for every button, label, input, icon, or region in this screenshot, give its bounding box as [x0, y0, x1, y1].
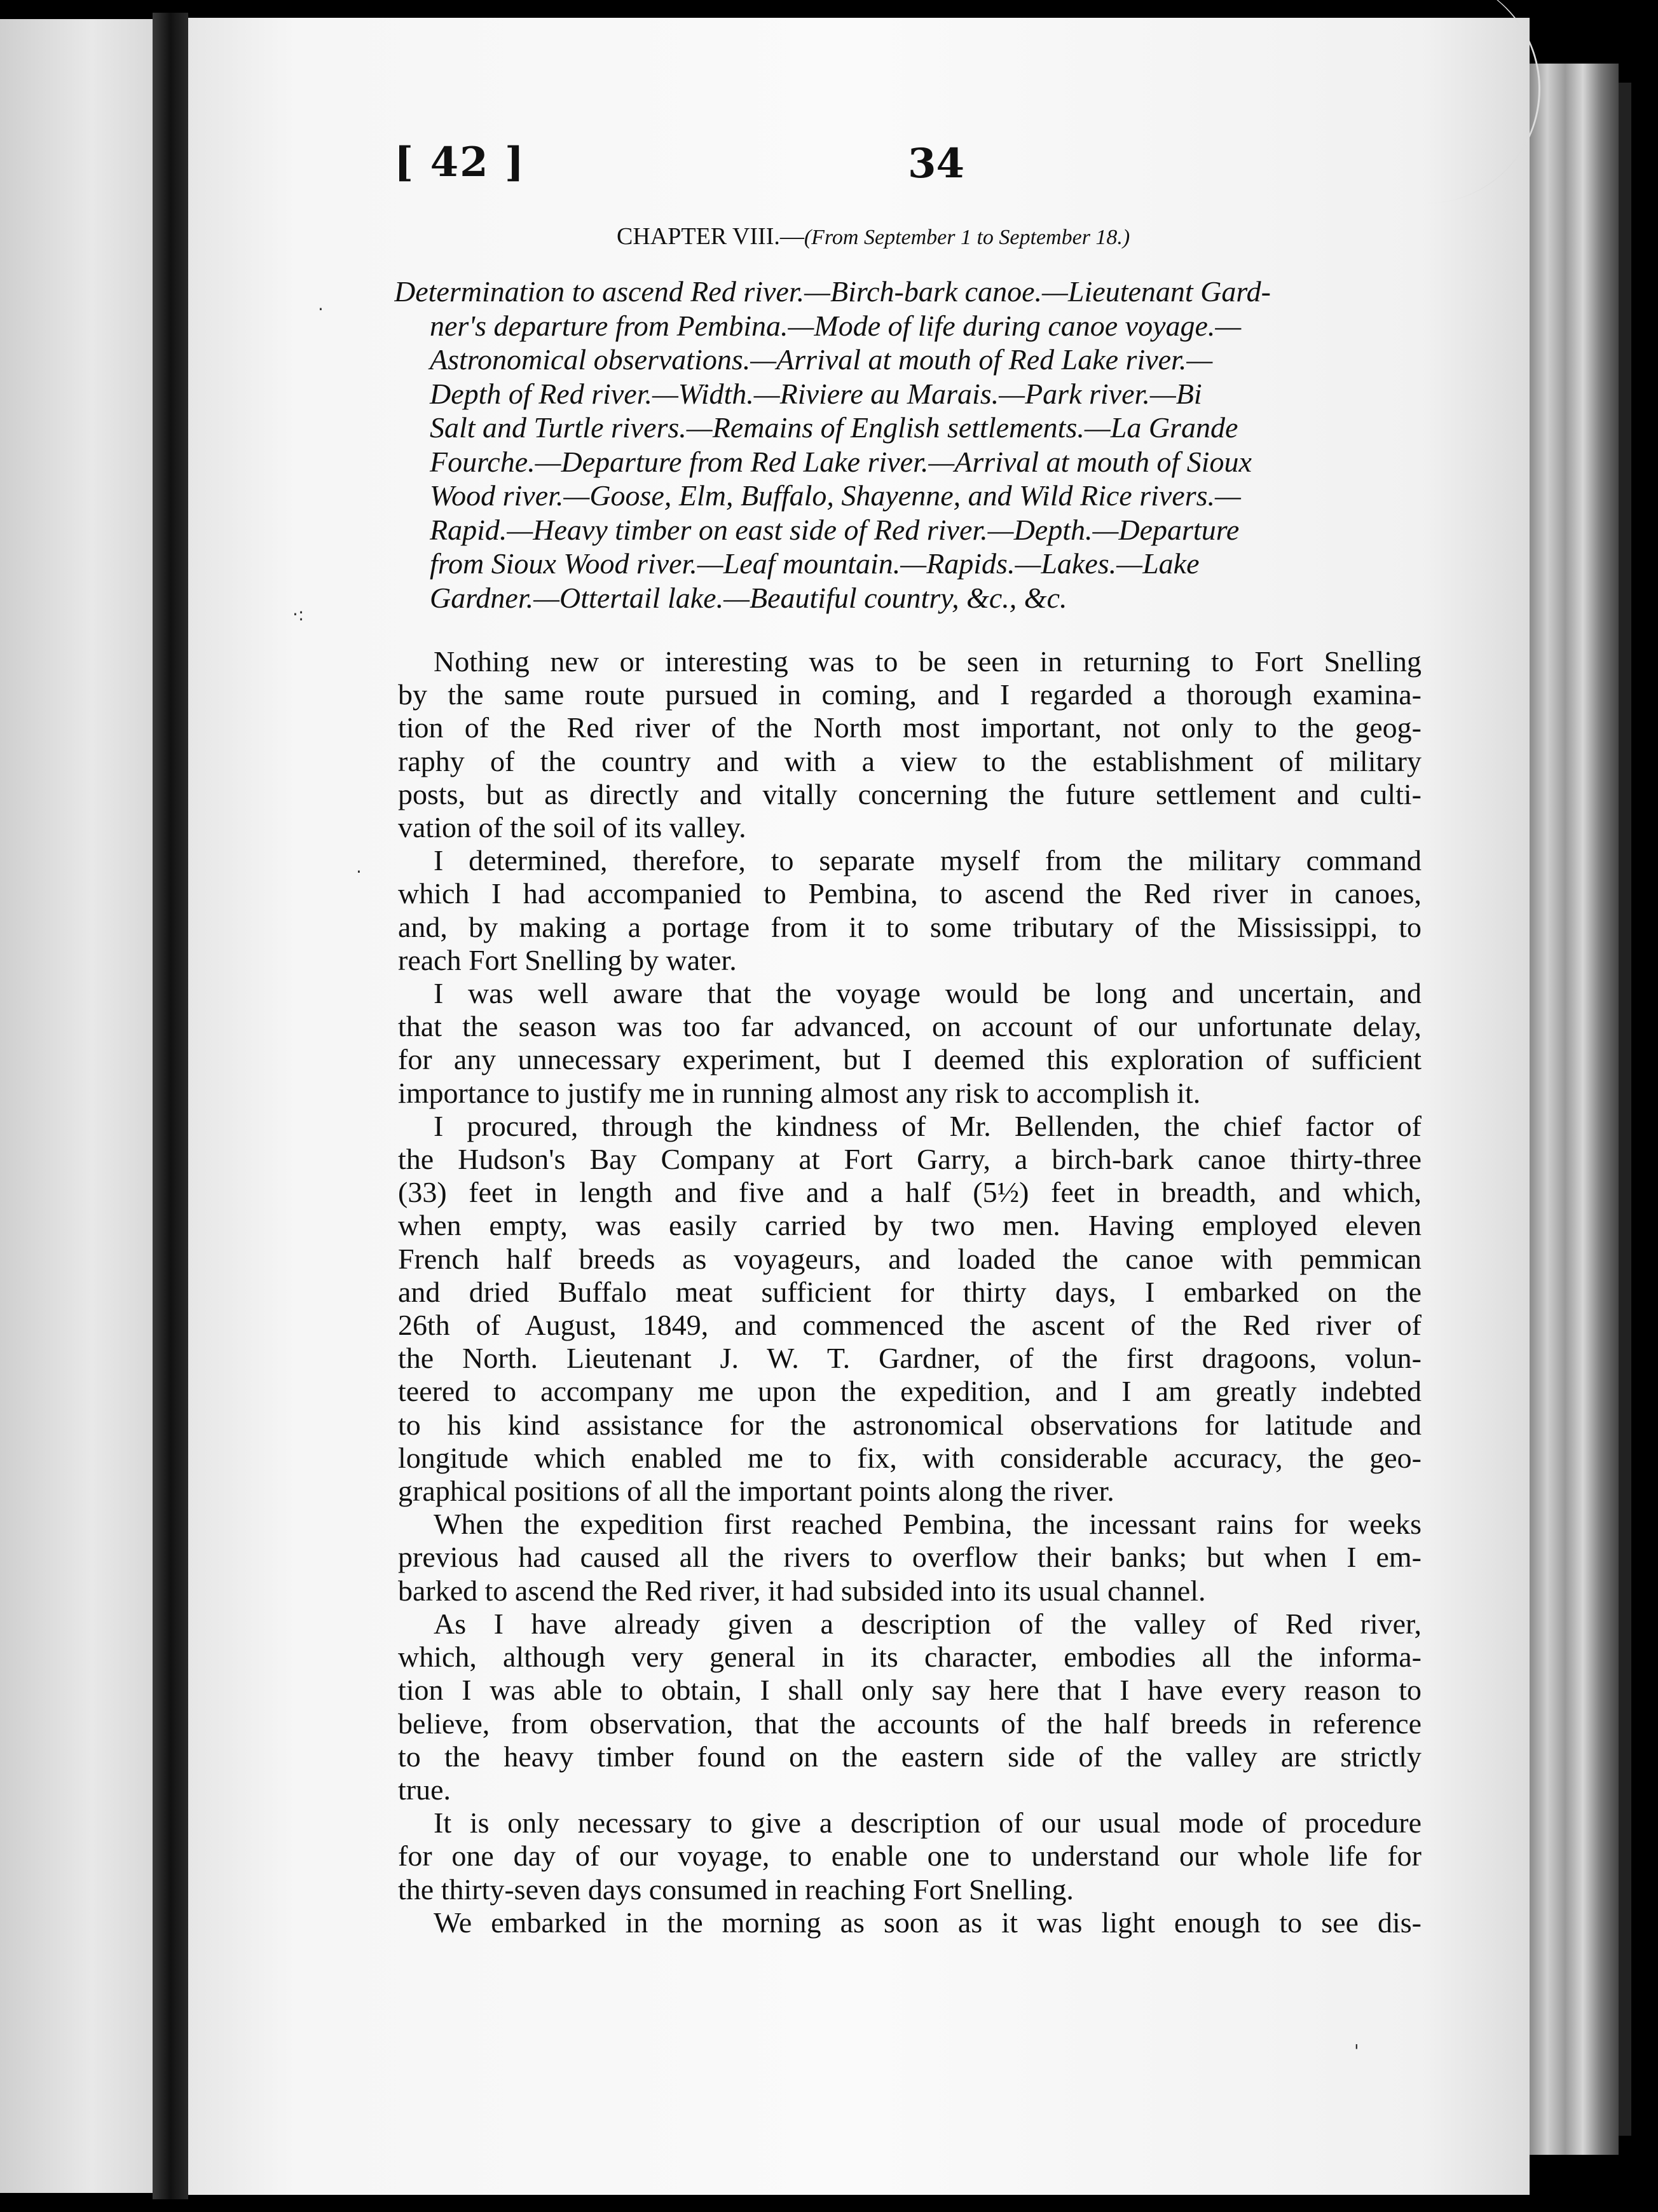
body-line: to the heavy timber found on the eastern side of the valley are strictly [398, 1740, 1422, 1773]
stray-ink-mark: ·: [292, 604, 305, 625]
body-line: tion of the Red river of the North most important, not only to the geog- [398, 711, 1422, 744]
body-line: believe, from observation, that the accounts of the half breeds in reference [398, 1707, 1422, 1740]
body-line: and dried Buffalo meat sufficient for thirty days, I embarked on the [398, 1275, 1422, 1308]
body-line: It is only necessary to give a description of our usual mode of procedure [434, 1806, 1422, 1840]
summary-line: Wood river.—Goose, Elm, Buffalo, Shayenne, and Wild Rice rivers.— [430, 479, 1241, 512]
body-line: which, although very general in its character, embodies all the informa- [398, 1641, 1422, 1674]
body-line: that the season was too far advanced, on account of our unfortunate delay, [398, 1010, 1422, 1043]
chapter-date-range: (From September 1 to September 18.) [804, 226, 1130, 249]
body-line: I was well aware that the voyage would be long and uncertain, and [434, 977, 1422, 1010]
summary-line: Depth of Red river.—Width.—Riviere au Marais.—Park river.—Bi [430, 377, 1202, 410]
body-line: I determined, therefore, to separate myself from the military command [434, 844, 1422, 877]
body-line: posts, but as directly and vitally concerning the future settlement and culti- [398, 777, 1422, 810]
stray-ink-mark: · [356, 861, 362, 882]
chapter-title: CHAPTER VIII.— [617, 223, 804, 250]
body-line: to his kind assistance for the astronomical observations for latitude and [398, 1408, 1422, 1441]
body-line: I procured, through the kindness of Mr. Bellenden, the chief factor of [434, 1109, 1422, 1142]
body-line: reach Fort Snelling by water. [398, 943, 737, 976]
body-line: vation of the soil of its valley. [398, 811, 746, 844]
body-line: barked to ascend the Red river, it had subsided into its usual channel. [398, 1574, 1206, 1607]
stray-ink-mark: · [318, 299, 324, 320]
chapter-heading [617, 222, 1130, 250]
body-line: As I have already given a description of the valley of Red river, [434, 1607, 1422, 1640]
summary-line: Salt and Turtle rivers.—Remains of English settlements.—La Grande [430, 411, 1238, 444]
body-line: the Hudson's Bay Company at Fort Garry, a birch-bark canoe thirty-three [398, 1143, 1422, 1176]
body-line: When the expedition first reached Pembina, the incessant rains for weeks [434, 1508, 1422, 1541]
summary-line: ner's departure from Pembina.—Mode of life during canoe voyage.— [430, 309, 1242, 342]
body-line: the thirty-seven days consumed in reaching Fort Snelling. [398, 1873, 1074, 1906]
body-line: teered to accompany me upon the expedition, and I am greatly indebted [398, 1375, 1422, 1408]
body-line: (33) feet in length and five and a half (5½) feet in breadth, and which, [398, 1176, 1422, 1209]
body-line: when empty, was easily carried by two men. Having employed eleven [398, 1209, 1422, 1242]
body-line: tion I was able to obtain, I shall only say here that I have every reason to [398, 1674, 1422, 1707]
body-line: We embarked in the morning as soon as it was light enough to see dis- [434, 1906, 1422, 1939]
body-line: for one day of our voyage, to enable one to understand our whole life for [398, 1840, 1422, 1873]
body-line: French half breeds as voyageurs, and loaded the canoe with pemmican [398, 1242, 1422, 1275]
stray-ink-mark: ' [1354, 2040, 1359, 2061]
body-line: 26th of August, 1849, and commenced the ascent of the Red river of [398, 1309, 1422, 1342]
body-line: raphy of the country and with a view to the establishment of military [398, 744, 1422, 777]
body-line: true. [398, 1773, 451, 1806]
body-line: graphical positions of all the important points along the river. [398, 1475, 1114, 1508]
page-stack-edge [1530, 64, 1619, 2155]
summary-line: from Sioux Wood river.—Leaf mountain.—Rapids.—Lakes.—Lake [430, 547, 1200, 580]
body-line: and, by making a portage from it to some tributary of the Mississippi, to [398, 910, 1422, 943]
book-cover-edge [1619, 83, 1631, 2136]
body-line: importance to justify me in running almost any risk to accomplish it. [398, 1076, 1201, 1109]
body-line: the North. Lieutenant J. W. T. Gardner, of the first dragoons, volun- [398, 1342, 1422, 1375]
left-page-edge [0, 19, 153, 2193]
summary-line: Astronomical observations.—Arrival at mouth of Red Lake river.— [430, 343, 1213, 376]
summary-line: Determination to ascend Red river.—Birch-bark canoe.—Lieutenant Gard- [394, 275, 1271, 308]
summary-line: Fourche.—Departure from Red Lake river.—Arrival at mouth of Sioux [430, 445, 1252, 478]
page-number: 34 [908, 140, 965, 188]
body-line: longitude which enabled me to fix, with considerable accuracy, the geo- [398, 1441, 1422, 1474]
chapter-summary [394, 275, 1424, 615]
bracketed-page-number: [ 42 ] [394, 139, 526, 186]
body-line: Nothing new or interesting was to be seen in returning to Fort Snelling [434, 645, 1422, 678]
body-line: which I had accompanied to Pembina, to ascend the Red river in canoes, [398, 877, 1422, 910]
body-line: by the same route pursued in coming, and I regarded a thorough examina- [398, 678, 1422, 711]
body-line: previous had caused all the rivers to overflow their banks; but when I em- [398, 1541, 1422, 1574]
body-text [398, 645, 1422, 1939]
body-line: for any unnecessary experiment, but I deemed this exploration of sufficient [398, 1043, 1422, 1076]
book-gutter [153, 13, 188, 2199]
summary-line: Gardner.—Ottertail lake.—Beautiful country, &c., &c. [430, 581, 1067, 614]
summary-line: Rapid.—Heavy timber on east side of Red river.—Depth.—Departure [430, 513, 1240, 546]
